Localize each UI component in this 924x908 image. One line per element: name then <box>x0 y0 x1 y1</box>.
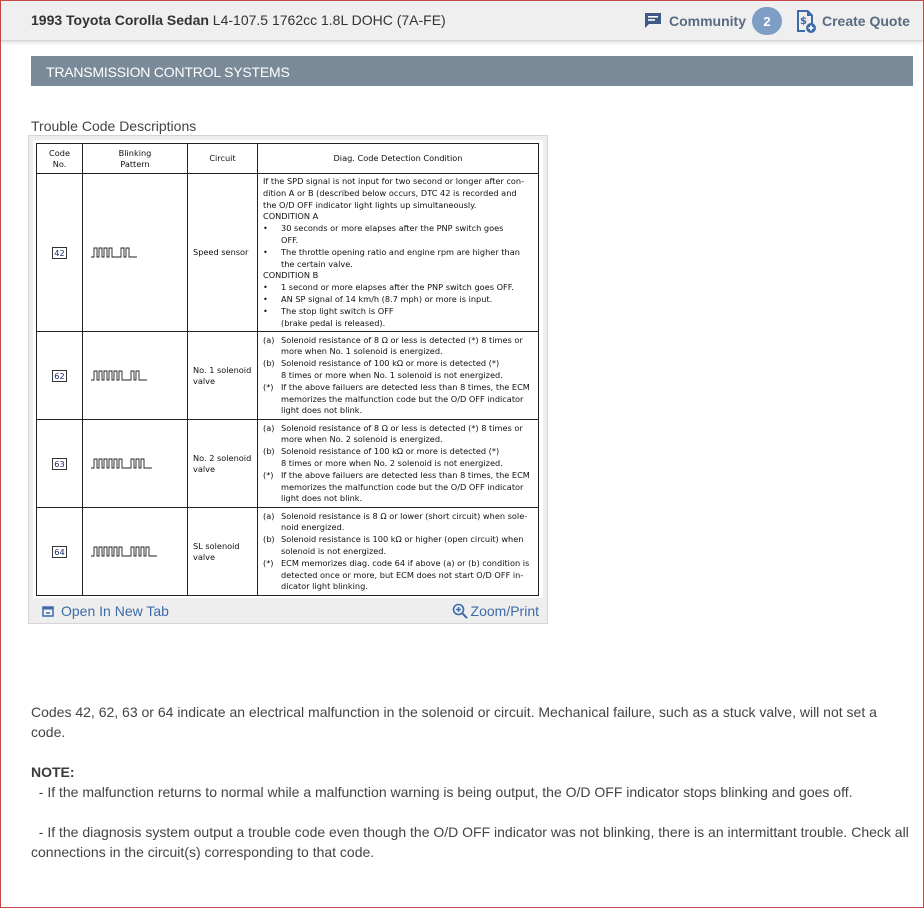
circuit-name: Speed sensor <box>193 247 249 258</box>
condition-text: 1 second or more elapses after the PNP switch goes OFF. <box>281 282 514 293</box>
condition-text: If the above failuers are detected less than 8 times, the ECM <box>281 469 530 480</box>
condition-text: light does not blink. <box>281 493 363 504</box>
condition-text: 8 times or more when No. 1 solenoid is not energized. <box>281 369 503 380</box>
condition-line <box>263 534 533 546</box>
condition-text: Solenoid resistance of 100 kΩ or more is detected (*) <box>281 358 500 369</box>
blink-pattern-graphic <box>91 245 171 259</box>
condition-text: memorizes the malfunction code but the O/D OFF indicator <box>281 393 524 404</box>
circuit-name: valve <box>193 551 216 562</box>
condition-text: light does not blink. <box>281 405 363 416</box>
condition-text: Solenoid resistance is 8 Ω or lower (short circuit) when sole- <box>281 510 528 521</box>
condition-text: the certain valve. <box>281 258 353 269</box>
condition-line <box>263 346 533 358</box>
condition-line <box>263 188 533 200</box>
blink-pattern-cell <box>83 174 188 332</box>
condition-text: Solenoid resistance of 8 Ω or less is detected (*) 8 times or <box>281 334 523 345</box>
code-cell <box>37 508 83 596</box>
header-circuit: Circuit <box>188 144 258 174</box>
code-cell <box>37 420 83 508</box>
blink-pattern-cell <box>83 508 188 596</box>
condition-label: (a) <box>263 422 275 433</box>
zoom-print-link[interactable] <box>452 603 539 619</box>
condition-cell <box>258 332 539 420</box>
condition-text: more when No. 1 solenoid is energized. <box>281 346 443 357</box>
condition-label: (a) <box>263 334 275 345</box>
condition-text: memorizes the malfunction code but the O/D OFF indicator <box>281 481 524 492</box>
circuit-cell <box>188 420 258 508</box>
condition-text: detected once or more, but ECM does not start O/D OFF in- <box>281 569 524 580</box>
condition-line <box>263 176 533 188</box>
circuit-name: valve <box>193 375 216 386</box>
circuit-cell <box>188 174 258 332</box>
figure-caption: Trouble Code Descriptions <box>31 118 197 134</box>
condition-line <box>263 282 533 294</box>
condition-line <box>263 522 533 534</box>
condition-line <box>263 270 533 282</box>
condition-line <box>263 259 533 271</box>
condition-text: Solenoid resistance is 100 kΩ or higher (open circuit) when <box>281 534 524 545</box>
condition-text: the O/D OFF indicator light lights up simultaneously. <box>263 199 477 210</box>
table-row <box>37 420 539 508</box>
condition-line <box>263 434 533 446</box>
condition-line <box>263 335 533 347</box>
condition-text: The throttle opening ratio and engine rpm are higher than <box>281 246 520 257</box>
condition-text: solenoid is not energized. <box>281 545 387 556</box>
blink-pulse-line <box>91 371 147 380</box>
trouble-code-figure <box>28 135 548 624</box>
table-row <box>37 508 539 596</box>
blink-pulse-line <box>91 248 137 257</box>
condition-text: more when No. 2 solenoid is energized. <box>281 434 443 445</box>
condition-label: (a) <box>263 510 275 521</box>
condition-line <box>263 470 533 482</box>
condition-line <box>263 493 533 505</box>
circuit-name: No. 2 solenoid <box>193 452 252 463</box>
condition-text: OFF. <box>281 234 299 245</box>
condition-line <box>263 511 533 523</box>
condition-text: 8 times or more when No. 2 solenoid is not energized. <box>281 457 503 468</box>
open-in-new-tab-link[interactable] <box>42 603 169 619</box>
blink-pattern-graphic <box>91 456 171 470</box>
condition-cell <box>258 420 539 508</box>
svg-text:$: $ <box>800 16 807 27</box>
note-item: - If the malfunction returns to normal while a malfunction warning is being output, the O/D OFF indicator stops blinking and goes off. <box>31 784 853 800</box>
header-condition: Diag. Code Detection Condition <box>258 144 539 174</box>
condition-line <box>263 482 533 494</box>
condition-line <box>263 394 533 406</box>
figure-footer <box>29 598 547 624</box>
vehicle-engine: L4-107.5 1762cc 1.8L DOHC (7A-FE) <box>208 12 446 28</box>
condition-text: Solenoid resistance of 100 kΩ or more is detected (*) <box>281 446 500 457</box>
condition-line <box>263 458 533 470</box>
code-number: 42 <box>54 247 65 258</box>
condition-line <box>263 318 533 330</box>
intro-paragraph: Codes 42, 62, 63 or 64 indicate an electrical malfunction in the solenoid or circuit. Mechanical failure, such as a stuck valve, will not set a code. <box>31 704 877 740</box>
condition-line <box>263 581 533 593</box>
blink-pattern-graphic <box>91 368 171 382</box>
code-cell <box>37 332 83 420</box>
condition-label: (*) <box>263 557 274 568</box>
condition-line <box>263 446 533 458</box>
circuit-name: No. 1 solenoid <box>193 364 252 375</box>
condition-line <box>263 358 533 370</box>
community-button[interactable] <box>644 7 782 35</box>
table-row <box>37 174 539 332</box>
trouble-code-table-image[interactable] <box>33 140 543 598</box>
condition-cell <box>258 508 539 596</box>
condition-text: CONDITION A <box>263 211 319 222</box>
condition-line <box>263 558 533 570</box>
circuit-cell <box>188 332 258 420</box>
condition-label: (b) <box>263 358 275 369</box>
circuit-name: SL solenoid <box>193 540 240 551</box>
trouble-code-table <box>36 143 539 596</box>
condition-label: (b) <box>263 534 275 545</box>
chat-bubble-icon <box>644 12 662 30</box>
condition-cell <box>258 174 539 332</box>
condition-line <box>263 382 533 394</box>
blink-pattern-graphic <box>91 544 171 558</box>
code-number: 62 <box>54 370 65 381</box>
condition-line <box>263 294 533 306</box>
condition-line <box>263 247 533 259</box>
blink-pattern-cell <box>83 332 188 420</box>
condition-text: If the SPD signal is not input for two second or longer after con- <box>263 176 525 186</box>
note-item: - If the diagnosis system output a trouble code even though the O/D OFF indicator was not blinking, there is an intermittant trouble. Check all connections in the circuit(s) corresponding to that code. <box>31 824 913 860</box>
condition-text: If the above failuers are detected less than 8 times, the ECM <box>281 381 530 392</box>
note-heading: NOTE: <box>31 764 75 780</box>
condition-line <box>263 211 533 223</box>
condition-text: AN SP signal of 14 km/h (8.7 mph) or more is input. <box>281 293 493 304</box>
condition-label: (b) <box>263 446 275 457</box>
condition-line <box>263 546 533 558</box>
create-quote-label: Create Quote <box>822 13 910 29</box>
condition-line <box>263 235 533 247</box>
condition-text: (brake pedal is released). <box>281 317 386 328</box>
condition-text: noid energized. <box>281 522 345 533</box>
create-quote-button[interactable] <box>795 8 910 34</box>
community-label: Community <box>669 13 746 29</box>
header-code: Code No. <box>37 144 83 174</box>
section-title-bar <box>31 56 913 86</box>
condition-text: ECM memorizes diag. code 64 if above (a) or (b) condition is <box>281 557 530 568</box>
circuit-name: valve <box>193 463 216 474</box>
code-number: 63 <box>54 458 65 469</box>
condition-text: The stop light switch is OFF <box>281 305 394 316</box>
vehicle-title <box>31 12 446 28</box>
vehicle-name: 1993 Toyota Corolla Sedan <box>31 12 209 28</box>
article-body <box>31 702 911 862</box>
community-count-badge: 2 <box>752 7 782 35</box>
condition-line <box>263 200 533 212</box>
zoom-print-label: Zoom/Print <box>470 603 539 619</box>
condition-label: (*) <box>263 381 274 392</box>
blink-pulse-line <box>91 459 152 468</box>
blink-pattern-cell <box>83 420 188 508</box>
condition-line <box>263 306 533 318</box>
condition-text: 30 seconds or more elapses after the PNP switch goes <box>281 223 504 234</box>
external-tab-icon <box>42 605 55 618</box>
condition-text: dicator light blinking. <box>281 581 368 592</box>
condition-line <box>263 423 533 435</box>
section-title: TRANSMISSION CONTROL SYSTEMS <box>46 64 290 80</box>
dollar-document-icon <box>795 9 817 33</box>
header-pattern: Blinking Pattern <box>83 144 188 174</box>
condition-text: Solenoid resistance of 8 Ω or less is detected (*) 8 times or <box>281 422 523 433</box>
condition-label: (*) <box>263 469 274 480</box>
table-row <box>37 332 539 420</box>
magnifier-plus-icon <box>452 603 468 619</box>
table-header-row <box>37 144 539 174</box>
top-bar <box>1 1 923 41</box>
condition-line <box>263 223 533 235</box>
circuit-cell <box>188 508 258 596</box>
open-in-new-tab-label: Open In New Tab <box>61 603 169 619</box>
code-cell <box>37 174 83 332</box>
condition-line <box>263 370 533 382</box>
code-number: 64 <box>54 546 65 557</box>
blink-pulse-line <box>91 547 157 556</box>
condition-line <box>263 405 533 417</box>
condition-text: dition A or B (described below occurs, DTC 42 is recorded and <box>263 187 517 198</box>
condition-line <box>263 570 533 582</box>
condition-text: CONDITION B <box>263 270 319 281</box>
